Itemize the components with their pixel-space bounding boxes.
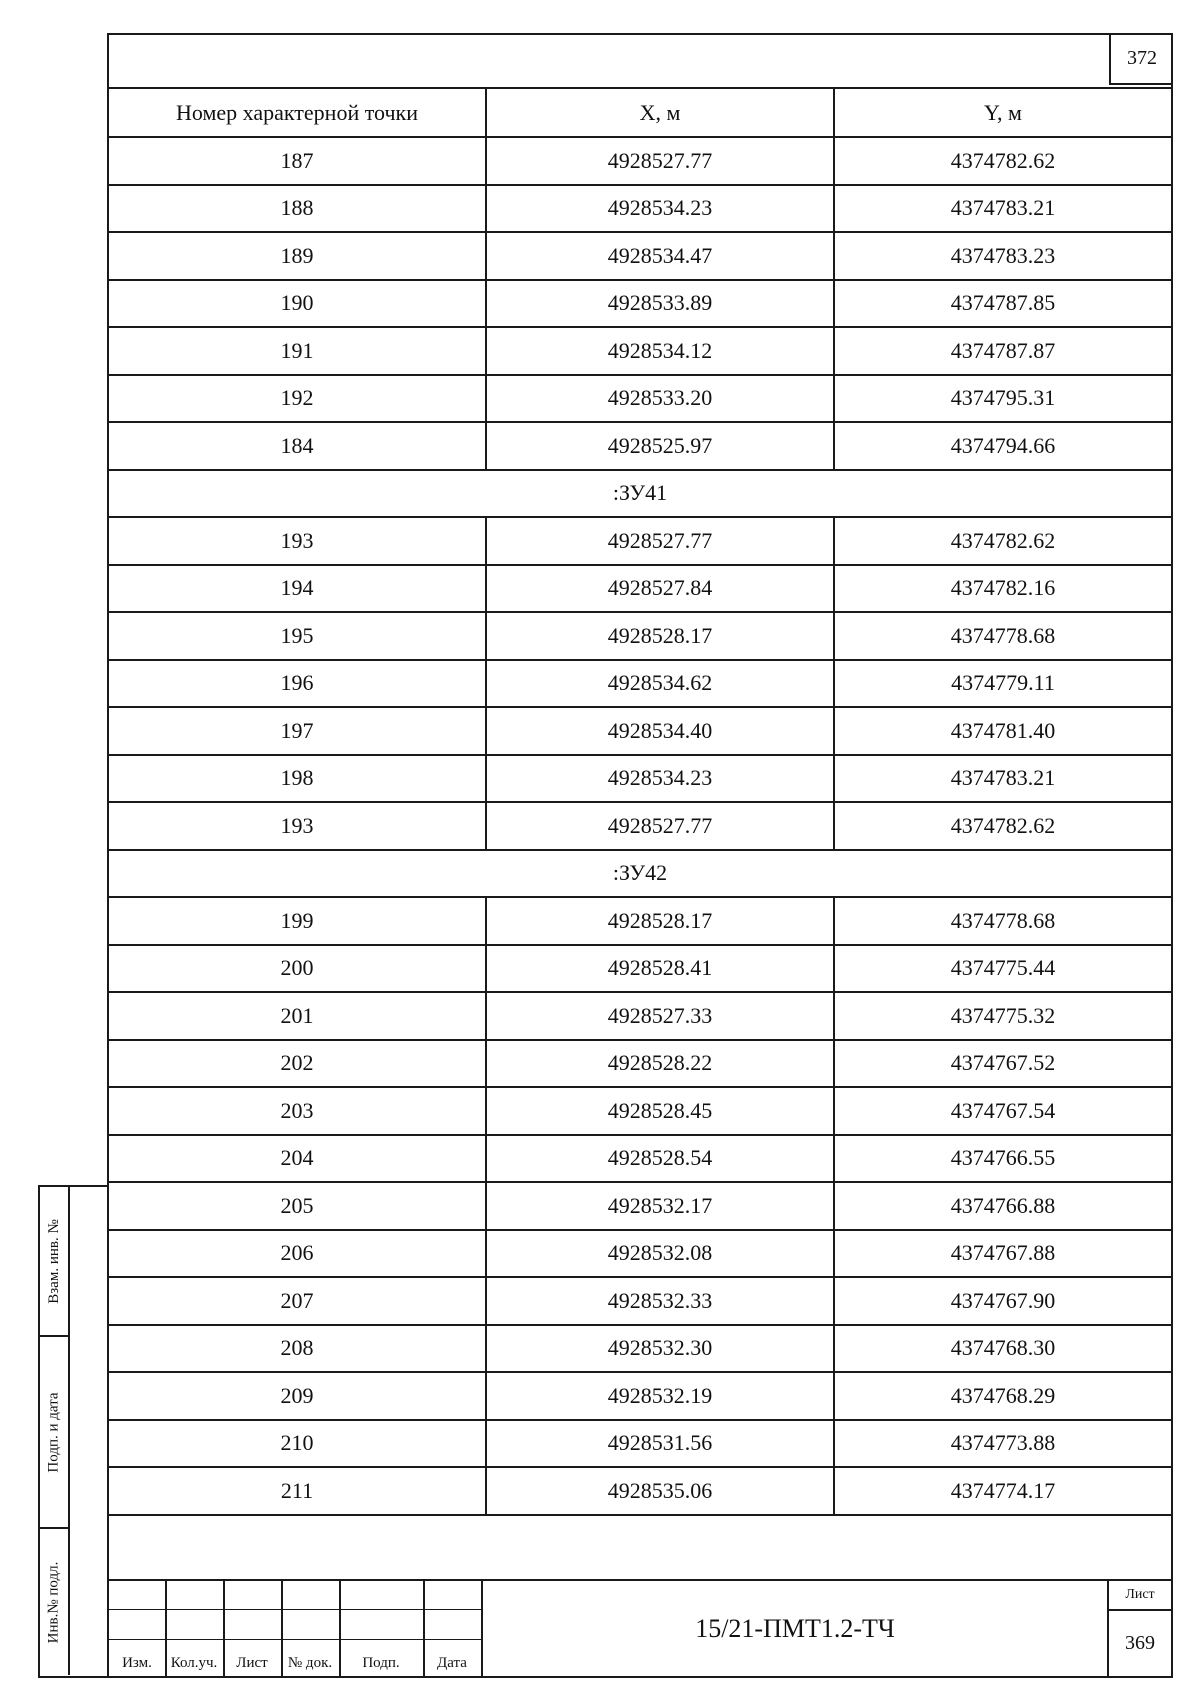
margin-cell-replace: [40, 1187, 70, 1337]
header-point-number: Номер характерной точки: [109, 89, 487, 136]
point-number-cell: 192: [109, 376, 487, 422]
margin-label-replace: Взам. инв. №: [45, 1218, 62, 1304]
table-row: [109, 423, 1171, 471]
section-row: [109, 471, 1171, 519]
x-coordinate-cell: 4928535.06: [487, 1468, 835, 1514]
x-coordinate-cell: 4928528.17: [487, 613, 835, 659]
y-coordinate-cell: 4374781.40: [950, 717, 1056, 743]
table-row: [109, 661, 1171, 709]
label-doc-number: № док.: [287, 1655, 333, 1671]
point-number-cell: 184: [109, 423, 487, 469]
x-coordinate-cell: 4928528.41: [487, 946, 835, 992]
y-coordinate-cell: 4374778.68: [950, 907, 1056, 933]
table-row: [109, 566, 1171, 614]
x-coordinate-cell: 4928527.77: [487, 138, 835, 184]
x-coordinate-cell: 4928534.23: [487, 186, 835, 232]
margin-stamp: [38, 1185, 107, 1678]
table-row: [109, 281, 1171, 329]
x-coordinate-cell: 4928534.62: [487, 661, 835, 707]
x-coordinate-cell: 4928527.77: [487, 518, 835, 564]
y-coordinate-cell: 4374783.21: [950, 765, 1056, 791]
table-row: [109, 1231, 1171, 1279]
y-coordinate-cell: 4374774.17: [950, 1477, 1056, 1503]
x-coordinate-cell: 4928532.30: [487, 1326, 835, 1372]
table-row: [109, 756, 1171, 804]
y-coordinate-cell: 4374794.66: [950, 432, 1056, 458]
point-number-cell: 188: [109, 186, 487, 232]
y-coordinate-cell: 4374787.85: [950, 290, 1056, 316]
document-code: 15/21-ПМТ1.2-ТЧ: [695, 1613, 895, 1643]
header-x: X, м: [487, 89, 835, 136]
table-row: [109, 233, 1171, 281]
x-coordinate-cell: 4928528.45: [487, 1088, 835, 1134]
y-coordinate-cell: 4374778.68: [950, 622, 1056, 648]
point-number-cell: 194: [109, 566, 487, 612]
table-header-row: [109, 89, 1171, 138]
x-coordinate-cell: 4928527.33: [487, 993, 835, 1039]
x-coordinate-cell: 4928528.54: [487, 1136, 835, 1182]
x-coordinate-cell: 4928525.97: [487, 423, 835, 469]
point-number-cell: 199: [109, 898, 487, 944]
table-row: [109, 946, 1171, 994]
table-row: [109, 1421, 1171, 1469]
table-row: [109, 1183, 1171, 1231]
point-number-cell: 187: [109, 138, 487, 184]
x-coordinate-cell: 4928528.17: [487, 898, 835, 944]
x-coordinate-cell: 4928532.17: [487, 1183, 835, 1229]
y-coordinate-cell: 4374782.62: [950, 812, 1056, 838]
title-block-grid: [109, 1581, 483, 1676]
label-list: Лист: [236, 1655, 268, 1671]
point-number-cell: 189: [109, 233, 487, 279]
table-row: [109, 898, 1171, 946]
x-coordinate-cell: 4928533.20: [487, 376, 835, 422]
margin-cell-sign-date: [40, 1337, 70, 1529]
table-row: [109, 1468, 1171, 1516]
x-coordinate-cell: 4928527.77: [487, 803, 835, 849]
point-number-cell: 206: [109, 1231, 487, 1277]
point-number-cell: 211: [109, 1468, 487, 1514]
table-row: [109, 1373, 1171, 1421]
section-label: :ЗУ41: [612, 480, 668, 506]
table-row: [109, 993, 1171, 1041]
point-number-cell: 196: [109, 661, 487, 707]
x-coordinate-cell: 4928528.22: [487, 1041, 835, 1087]
y-coordinate-cell: 4374767.88: [950, 1240, 1056, 1266]
title-block: [109, 1579, 1171, 1676]
point-number-cell: 193: [109, 518, 487, 564]
y-coordinate-cell: 4374787.87: [950, 337, 1056, 363]
x-coordinate-cell: 4928532.19: [487, 1373, 835, 1419]
point-number-cell: 193: [109, 803, 487, 849]
sheet-box: [1107, 1581, 1171, 1676]
drawing-frame: [107, 33, 1173, 1678]
y-coordinate-cell: 4374767.52: [950, 1050, 1056, 1076]
table-row: [109, 1326, 1171, 1374]
sheet-label: Лист: [1109, 1581, 1171, 1611]
table-row: [109, 1278, 1171, 1326]
point-number-cell: 204: [109, 1136, 487, 1182]
label-podp: Подп.: [362, 1655, 400, 1671]
y-coordinate-cell: 4374775.44: [950, 955, 1056, 981]
x-coordinate-cell: 4928533.89: [487, 281, 835, 327]
y-coordinate-cell: 4374768.29: [950, 1382, 1056, 1408]
y-coordinate-cell: 4374782.16: [950, 575, 1056, 601]
section-row: [109, 851, 1171, 899]
y-coordinate-cell: 4374779.11: [951, 670, 1055, 696]
point-number-cell: 207: [109, 1278, 487, 1324]
margin-cell-inventory: [40, 1529, 70, 1675]
table-row: [109, 613, 1171, 661]
point-number-cell: 190: [109, 281, 487, 327]
table-row: [109, 1041, 1171, 1089]
table-row: [109, 376, 1171, 424]
point-number-cell: 202: [109, 1041, 487, 1087]
label-data: Дата: [437, 1655, 467, 1671]
table-row: [109, 803, 1171, 851]
x-coordinate-cell: 4928532.08: [487, 1231, 835, 1277]
point-number-cell: 210: [109, 1421, 487, 1467]
table-row: [109, 186, 1171, 234]
table-row: [109, 518, 1171, 566]
y-coordinate-cell: 4374782.62: [950, 147, 1056, 173]
table-row: [109, 328, 1171, 376]
header-y: Y, м: [984, 99, 1022, 125]
label-kol-uch: Кол.уч.: [170, 1655, 218, 1671]
y-coordinate-cell: 4374783.21: [950, 195, 1056, 221]
x-coordinate-cell: 4928531.56: [487, 1421, 835, 1467]
page-number: 372: [1109, 33, 1173, 85]
point-number-cell: 208: [109, 1326, 487, 1372]
point-number-cell: 200: [109, 946, 487, 992]
x-coordinate-cell: 4928534.40: [487, 708, 835, 754]
label-izm: Изм.: [122, 1655, 152, 1671]
y-coordinate-cell: 4374783.23: [950, 242, 1056, 268]
y-coordinate-cell: 4374775.32: [950, 1002, 1056, 1028]
margin-label-inventory: Инв.№ подл.: [45, 1561, 62, 1643]
table-row: [109, 1136, 1171, 1184]
x-coordinate-cell: 4928534.23: [487, 756, 835, 802]
sheet-number: 369: [1125, 1631, 1155, 1654]
margin-label-sign-date: Подп. и дата: [45, 1391, 62, 1473]
table-row: [109, 708, 1171, 756]
point-number-cell: 209: [109, 1373, 487, 1419]
point-number-cell: 195: [109, 613, 487, 659]
coordinates-table: [109, 87, 1171, 1516]
table-row: [109, 138, 1171, 186]
point-number-cell: 191: [109, 328, 487, 374]
y-coordinate-cell: 4374766.88: [950, 1192, 1056, 1218]
y-coordinate-cell: 4374766.55: [950, 1145, 1056, 1171]
y-coordinate-cell: 4374767.54: [950, 1097, 1056, 1123]
point-number-cell: 205: [109, 1183, 487, 1229]
point-number-cell: 198: [109, 756, 487, 802]
x-coordinate-cell: 4928534.12: [487, 328, 835, 374]
x-coordinate-cell: 4928534.47: [487, 233, 835, 279]
y-coordinate-cell: 4374768.30: [950, 1335, 1056, 1361]
x-coordinate-cell: 4928527.84: [487, 566, 835, 612]
point-number-cell: 197: [109, 708, 487, 754]
y-coordinate-cell: 4374782.62: [950, 527, 1056, 553]
point-number-cell: 201: [109, 993, 487, 1039]
table-row: [109, 1088, 1171, 1136]
section-label: :ЗУ42: [612, 860, 668, 886]
y-coordinate-cell: 4374773.88: [950, 1430, 1056, 1456]
point-number-cell: 203: [109, 1088, 487, 1134]
x-coordinate-cell: 4928532.33: [487, 1278, 835, 1324]
y-coordinate-cell: 4374767.90: [950, 1287, 1056, 1313]
y-coordinate-cell: 4374795.31: [950, 385, 1056, 411]
